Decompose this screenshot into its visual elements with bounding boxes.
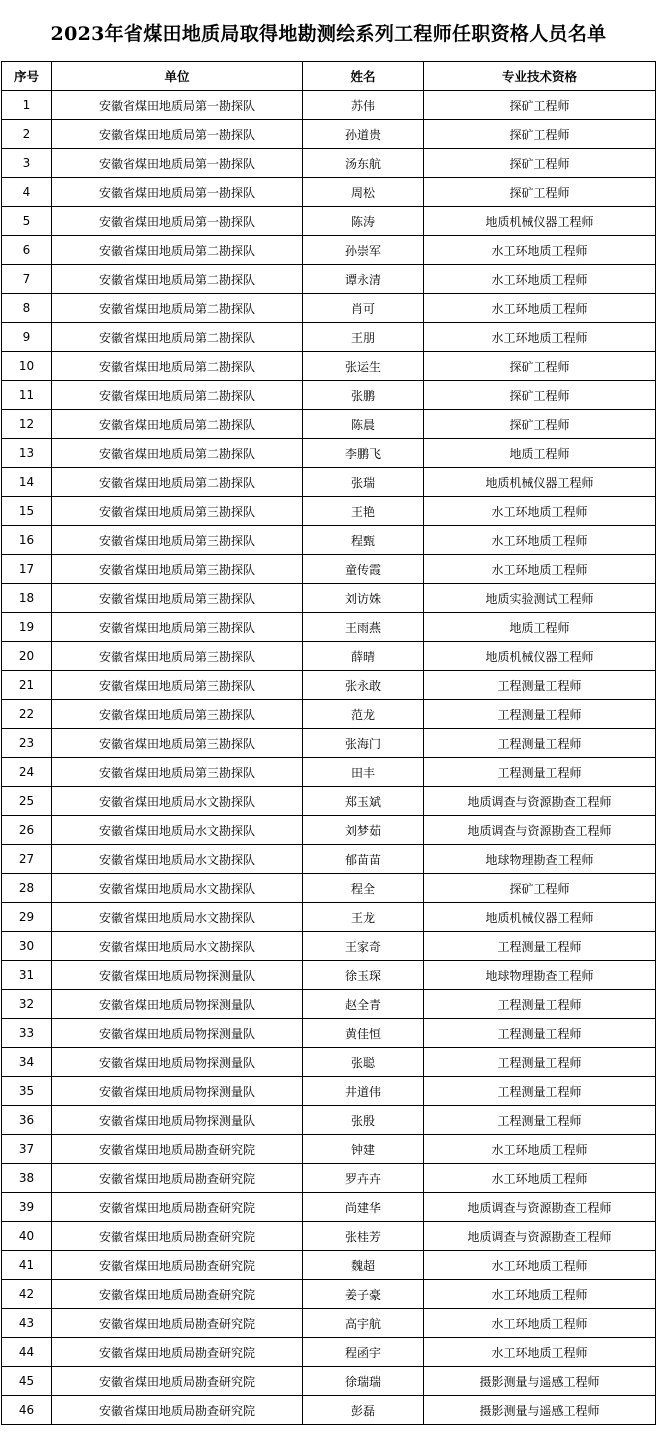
cell-name: 张海门 xyxy=(303,729,424,758)
table-header-row xyxy=(2,62,656,91)
cell-unit: 安徽省煤田地质局水文勘探队 xyxy=(52,787,303,816)
cell-qualification: 水工环地质工程师 xyxy=(424,555,656,584)
cell-unit: 安徽省煤田地质局第三勘探队 xyxy=(52,758,303,787)
cell-no: 45 xyxy=(2,1367,52,1396)
table-row xyxy=(2,1396,656,1425)
cell-unit: 安徽省煤田地质局勘查研究院 xyxy=(52,1280,303,1309)
cell-no: 4 xyxy=(2,178,52,207)
table-row xyxy=(2,1019,656,1048)
cell-unit: 安徽省煤田地质局水文勘探队 xyxy=(52,874,303,903)
cell-qualification: 水工环地质工程师 xyxy=(424,1338,656,1367)
cell-no: 35 xyxy=(2,1077,52,1106)
cell-unit: 安徽省煤田地质局水文勘探队 xyxy=(52,845,303,874)
cell-unit: 安徽省煤田地质局水文勘探队 xyxy=(52,903,303,932)
cell-name: 张桂芳 xyxy=(303,1222,424,1251)
cell-qualification: 地质机械仪器工程师 xyxy=(424,207,656,236)
cell-no: 38 xyxy=(2,1164,52,1193)
cell-qualification: 地质调查与资源勘查工程师 xyxy=(424,1222,656,1251)
cell-qualification: 地质调查与资源勘查工程师 xyxy=(424,1193,656,1222)
cell-qualification: 探矿工程师 xyxy=(424,149,656,178)
cell-qualification: 探矿工程师 xyxy=(424,381,656,410)
cell-name: 张鹏 xyxy=(303,381,424,410)
cell-no: 10 xyxy=(2,352,52,381)
cell-unit: 安徽省煤田地质局第三勘探队 xyxy=(52,642,303,671)
column-header-name: 姓名 xyxy=(303,62,424,91)
cell-qualification: 工程测量工程师 xyxy=(424,700,656,729)
table-row xyxy=(2,903,656,932)
cell-unit: 安徽省煤田地质局第一勘探队 xyxy=(52,207,303,236)
cell-qualification: 工程测量工程师 xyxy=(424,932,656,961)
cell-qualification: 摄影测量与遥感工程师 xyxy=(424,1367,656,1396)
cell-no: 23 xyxy=(2,729,52,758)
cell-name: 王龙 xyxy=(303,903,424,932)
cell-qualification: 水工环地质工程师 xyxy=(424,236,656,265)
cell-unit: 安徽省煤田地质局勘查研究院 xyxy=(52,1222,303,1251)
cell-qualification: 探矿工程师 xyxy=(424,874,656,903)
cell-unit: 安徽省煤田地质局勘查研究院 xyxy=(52,1164,303,1193)
table-row xyxy=(2,1338,656,1367)
cell-name: 王家奇 xyxy=(303,932,424,961)
cell-unit: 安徽省煤田地质局第二勘探队 xyxy=(52,352,303,381)
cell-qualification: 水工环地质工程师 xyxy=(424,1135,656,1164)
cell-qualification: 工程测量工程师 xyxy=(424,1048,656,1077)
cell-qualification: 水工环地质工程师 xyxy=(424,1251,656,1280)
cell-qualification: 地质工程师 xyxy=(424,439,656,468)
cell-name: 彭磊 xyxy=(303,1396,424,1425)
cell-no: 34 xyxy=(2,1048,52,1077)
cell-qualification: 地质机械仪器工程师 xyxy=(424,468,656,497)
cell-qualification: 水工环地质工程师 xyxy=(424,1309,656,1338)
cell-no: 25 xyxy=(2,787,52,816)
cell-name: 郑玉斌 xyxy=(303,787,424,816)
cell-qualification: 水工环地质工程师 xyxy=(424,265,656,294)
table-row xyxy=(2,207,656,236)
cell-name: 王艳 xyxy=(303,497,424,526)
table-row xyxy=(2,1251,656,1280)
table-row xyxy=(2,1309,656,1338)
cell-unit: 安徽省煤田地质局物探测量队 xyxy=(52,1106,303,1135)
cell-qualification: 地质实验测试工程师 xyxy=(424,584,656,613)
cell-unit: 安徽省煤田地质局水文勘探队 xyxy=(52,932,303,961)
cell-name: 郁苗苗 xyxy=(303,845,424,874)
cell-unit: 安徽省煤田地质局第二勘探队 xyxy=(52,294,303,323)
table-row xyxy=(2,787,656,816)
cell-name: 高宇航 xyxy=(303,1309,424,1338)
cell-name: 汤东航 xyxy=(303,149,424,178)
table-row xyxy=(2,526,656,555)
cell-qualification: 水工环地质工程师 xyxy=(424,294,656,323)
table-row xyxy=(2,990,656,1019)
cell-qualification: 地质调查与资源勘查工程师 xyxy=(424,787,656,816)
cell-unit: 安徽省煤田地质局勘查研究院 xyxy=(52,1338,303,1367)
table-row xyxy=(2,294,656,323)
cell-no: 18 xyxy=(2,584,52,613)
cell-unit: 安徽省煤田地质局第三勘探队 xyxy=(52,497,303,526)
cell-no: 6 xyxy=(2,236,52,265)
cell-name: 范龙 xyxy=(303,700,424,729)
cell-qualification: 水工环地质工程师 xyxy=(424,1164,656,1193)
table-row xyxy=(2,323,656,352)
table-body xyxy=(2,91,656,1425)
cell-name: 王朋 xyxy=(303,323,424,352)
table-row xyxy=(2,671,656,700)
cell-unit: 安徽省煤田地质局勘查研究院 xyxy=(52,1251,303,1280)
cell-qualification: 探矿工程师 xyxy=(424,410,656,439)
cell-qualification: 探矿工程师 xyxy=(424,120,656,149)
table-row xyxy=(2,265,656,294)
roster-table xyxy=(1,61,656,1425)
cell-name: 姜子豪 xyxy=(303,1280,424,1309)
cell-no: 37 xyxy=(2,1135,52,1164)
cell-no: 2 xyxy=(2,120,52,149)
cell-unit: 安徽省煤田地质局物探测量队 xyxy=(52,961,303,990)
cell-unit: 安徽省煤田地质局第三勘探队 xyxy=(52,729,303,758)
cell-unit: 安徽省煤田地质局第二勘探队 xyxy=(52,468,303,497)
table-row xyxy=(2,1048,656,1077)
cell-name: 尚建华 xyxy=(303,1193,424,1222)
table-row xyxy=(2,555,656,584)
cell-no: 7 xyxy=(2,265,52,294)
table-row xyxy=(2,642,656,671)
cell-unit: 安徽省煤田地质局第二勘探队 xyxy=(52,236,303,265)
table-row xyxy=(2,1280,656,1309)
cell-name: 徐玉琛 xyxy=(303,961,424,990)
cell-unit: 安徽省煤田地质局勘查研究院 xyxy=(52,1309,303,1338)
cell-no: 19 xyxy=(2,613,52,642)
table-row xyxy=(2,1135,656,1164)
column-header-no: 序号 xyxy=(2,62,52,91)
cell-name: 张殷 xyxy=(303,1106,424,1135)
cell-name: 孙崇军 xyxy=(303,236,424,265)
cell-name: 童传霞 xyxy=(303,555,424,584)
cell-no: 12 xyxy=(2,410,52,439)
cell-unit: 安徽省煤田地质局第三勘探队 xyxy=(52,671,303,700)
cell-no: 30 xyxy=(2,932,52,961)
cell-no: 9 xyxy=(2,323,52,352)
cell-unit: 安徽省煤田地质局第三勘探队 xyxy=(52,700,303,729)
cell-no: 43 xyxy=(2,1309,52,1338)
table-row xyxy=(2,613,656,642)
cell-unit: 安徽省煤田地质局第一勘探队 xyxy=(52,178,303,207)
table-row xyxy=(2,497,656,526)
table-row xyxy=(2,178,656,207)
cell-qualification: 工程测量工程师 xyxy=(424,729,656,758)
cell-unit: 安徽省煤田地质局水文勘探队 xyxy=(52,816,303,845)
cell-name: 田丰 xyxy=(303,758,424,787)
cell-unit: 安徽省煤田地质局第三勘探队 xyxy=(52,555,303,584)
table-row xyxy=(2,584,656,613)
cell-name: 周松 xyxy=(303,178,424,207)
cell-qualification: 工程测量工程师 xyxy=(424,671,656,700)
cell-unit: 安徽省煤田地质局第一勘探队 xyxy=(52,120,303,149)
cell-no: 21 xyxy=(2,671,52,700)
cell-unit: 安徽省煤田地质局勘查研究院 xyxy=(52,1396,303,1425)
cell-qualification: 水工环地质工程师 xyxy=(424,526,656,555)
cell-no: 39 xyxy=(2,1193,52,1222)
cell-qualification: 工程测量工程师 xyxy=(424,1019,656,1048)
table-row xyxy=(2,1077,656,1106)
cell-qualification: 探矿工程师 xyxy=(424,352,656,381)
cell-qualification: 摄影测量与遥感工程师 xyxy=(424,1396,656,1425)
cell-qualification: 探矿工程师 xyxy=(424,178,656,207)
table-row xyxy=(2,352,656,381)
cell-qualification: 水工环地质工程师 xyxy=(424,497,656,526)
cell-unit: 安徽省煤田地质局物探测量队 xyxy=(52,990,303,1019)
table-row xyxy=(2,468,656,497)
table-row xyxy=(2,961,656,990)
cell-qualification: 水工环地质工程师 xyxy=(424,323,656,352)
cell-no: 42 xyxy=(2,1280,52,1309)
cell-name: 钟建 xyxy=(303,1135,424,1164)
cell-qualification: 地质机械仪器工程师 xyxy=(424,903,656,932)
table-row xyxy=(2,236,656,265)
cell-name: 程全 xyxy=(303,874,424,903)
cell-name: 罗卉卉 xyxy=(303,1164,424,1193)
cell-no: 27 xyxy=(2,845,52,874)
cell-no: 5 xyxy=(2,207,52,236)
cell-no: 1 xyxy=(2,91,52,120)
cell-name: 陈涛 xyxy=(303,207,424,236)
cell-name: 谭永清 xyxy=(303,265,424,294)
cell-name: 赵全青 xyxy=(303,990,424,1019)
cell-name: 刘访姝 xyxy=(303,584,424,613)
cell-unit: 安徽省煤田地质局第二勘探队 xyxy=(52,265,303,294)
cell-name: 徐瑞瑞 xyxy=(303,1367,424,1396)
cell-name: 程甄 xyxy=(303,526,424,555)
document-title: 2023年省煤田地质局取得地勘测绘系列工程师任职资格人员名单 xyxy=(50,23,607,45)
cell-no: 28 xyxy=(2,874,52,903)
cell-qualification: 工程测量工程师 xyxy=(424,1106,656,1135)
table-row xyxy=(2,874,656,903)
cell-unit: 安徽省煤田地质局第二勘探队 xyxy=(52,410,303,439)
cell-name: 陈晨 xyxy=(303,410,424,439)
table-row xyxy=(2,91,656,120)
table-row xyxy=(2,381,656,410)
table-row xyxy=(2,120,656,149)
cell-unit: 安徽省煤田地质局第三勘探队 xyxy=(52,526,303,555)
cell-unit: 安徽省煤田地质局第三勘探队 xyxy=(52,584,303,613)
cell-name: 苏伟 xyxy=(303,91,424,120)
cell-qualification: 工程测量工程师 xyxy=(424,990,656,1019)
cell-name: 程函宇 xyxy=(303,1338,424,1367)
cell-qualification: 地质机械仪器工程师 xyxy=(424,642,656,671)
cell-no: 14 xyxy=(2,468,52,497)
cell-unit: 安徽省煤田地质局物探测量队 xyxy=(52,1077,303,1106)
cell-qualification: 水工环地质工程师 xyxy=(424,1280,656,1309)
cell-no: 16 xyxy=(2,526,52,555)
cell-no: 29 xyxy=(2,903,52,932)
cell-name: 井道伟 xyxy=(303,1077,424,1106)
cell-no: 40 xyxy=(2,1222,52,1251)
cell-unit: 安徽省煤田地质局勘查研究院 xyxy=(52,1135,303,1164)
cell-unit: 安徽省煤田地质局勘查研究院 xyxy=(52,1367,303,1396)
table-row xyxy=(2,1367,656,1396)
cell-qualification: 地球物理勘查工程师 xyxy=(424,845,656,874)
cell-unit: 安徽省煤田地质局第二勘探队 xyxy=(52,323,303,352)
cell-no: 41 xyxy=(2,1251,52,1280)
cell-no: 11 xyxy=(2,381,52,410)
cell-no: 33 xyxy=(2,1019,52,1048)
table-row xyxy=(2,439,656,468)
table-row xyxy=(2,932,656,961)
cell-name: 孙道贵 xyxy=(303,120,424,149)
cell-unit: 安徽省煤田地质局物探测量队 xyxy=(52,1019,303,1048)
cell-unit: 安徽省煤田地质局第一勘探队 xyxy=(52,149,303,178)
cell-name: 张聪 xyxy=(303,1048,424,1077)
cell-unit: 安徽省煤田地质局第二勘探队 xyxy=(52,439,303,468)
cell-no: 3 xyxy=(2,149,52,178)
cell-no: 22 xyxy=(2,700,52,729)
table-row xyxy=(2,1106,656,1135)
cell-no: 26 xyxy=(2,816,52,845)
cell-name: 黄佳恒 xyxy=(303,1019,424,1048)
table-row xyxy=(2,758,656,787)
cell-name: 李鹏飞 xyxy=(303,439,424,468)
cell-no: 32 xyxy=(2,990,52,1019)
table-row xyxy=(2,845,656,874)
table-row xyxy=(2,1164,656,1193)
column-header-unit: 单位 xyxy=(52,62,303,91)
cell-name: 肖可 xyxy=(303,294,424,323)
cell-name: 魏超 xyxy=(303,1251,424,1280)
cell-no: 24 xyxy=(2,758,52,787)
cell-no: 31 xyxy=(2,961,52,990)
table-row xyxy=(2,1222,656,1251)
cell-qualification: 地球物理勘查工程师 xyxy=(424,961,656,990)
cell-no: 36 xyxy=(2,1106,52,1135)
cell-unit: 安徽省煤田地质局第三勘探队 xyxy=(52,613,303,642)
table-row xyxy=(2,729,656,758)
cell-no: 44 xyxy=(2,1338,52,1367)
table-row xyxy=(2,816,656,845)
column-header-qualification: 专业技术资格 xyxy=(424,62,656,91)
table-row xyxy=(2,1193,656,1222)
cell-name: 张永敢 xyxy=(303,671,424,700)
cell-no: 15 xyxy=(2,497,52,526)
cell-qualification: 地质工程师 xyxy=(424,613,656,642)
cell-qualification: 探矿工程师 xyxy=(424,91,656,120)
cell-qualification: 工程测量工程师 xyxy=(424,758,656,787)
cell-unit: 安徽省煤田地质局物探测量队 xyxy=(52,1048,303,1077)
cell-name: 王雨燕 xyxy=(303,613,424,642)
cell-no: 13 xyxy=(2,439,52,468)
cell-unit: 安徽省煤田地质局第二勘探队 xyxy=(52,381,303,410)
cell-no: 8 xyxy=(2,294,52,323)
cell-name: 薛晴 xyxy=(303,642,424,671)
cell-name: 刘梦茹 xyxy=(303,816,424,845)
cell-qualification: 地质调查与资源勘查工程师 xyxy=(424,816,656,845)
cell-qualification: 工程测量工程师 xyxy=(424,1077,656,1106)
cell-name: 张瑞 xyxy=(303,468,424,497)
table-row xyxy=(2,700,656,729)
cell-unit: 安徽省煤田地质局勘查研究院 xyxy=(52,1193,303,1222)
cell-name: 张运生 xyxy=(303,352,424,381)
cell-no: 46 xyxy=(2,1396,52,1425)
table-row xyxy=(2,410,656,439)
table-row xyxy=(2,149,656,178)
cell-no: 17 xyxy=(2,555,52,584)
cell-no: 20 xyxy=(2,642,52,671)
cell-unit: 安徽省煤田地质局第一勘探队 xyxy=(52,91,303,120)
